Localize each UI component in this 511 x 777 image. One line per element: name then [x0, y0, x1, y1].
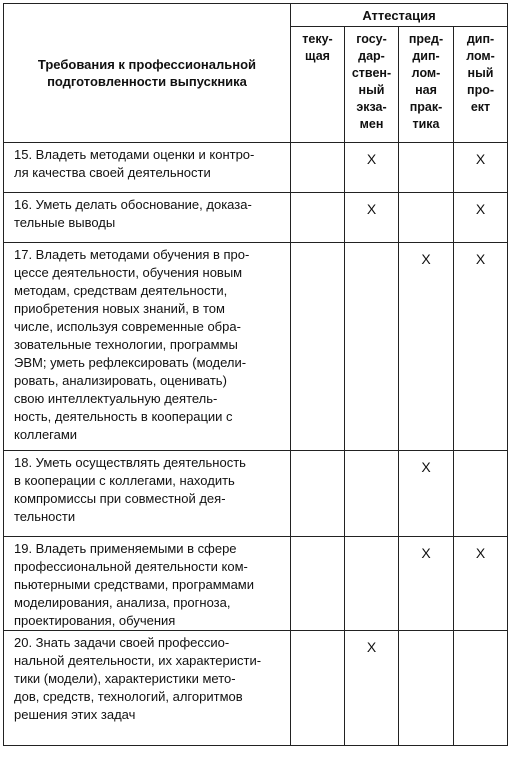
mark-cell [291, 631, 345, 746]
mark-cell: Х [345, 193, 399, 243]
requirement-text: 19. Владеть применяемыми в сфере профессиональной деятельности ком- пьютерными средствами, программами моделирования, анализа, прогноза, проектирования, обучения [4, 537, 291, 631]
attestation-header: Аттестация [291, 4, 508, 27]
column-header-diploma-project: дип- лом- ный про- ект [454, 27, 508, 143]
mark-cell [454, 631, 508, 746]
mark-cell: Х [454, 143, 508, 193]
requirement-text: 16. Уметь делать обоснование, доказа- тельные выводы [4, 193, 291, 243]
header-row-top [4, 4, 508, 27]
mark-cell [399, 193, 454, 243]
table-row [4, 631, 508, 746]
mark-cell: Х [399, 451, 454, 537]
mark-cell [291, 193, 345, 243]
mark-cell: Х [454, 243, 508, 451]
mark-cell: Х [454, 537, 508, 631]
requirements-table [3, 3, 508, 746]
mark-cell: Х [454, 193, 508, 243]
requirement-text: 18. Уметь осуществлять деятельность в кооперации с коллегами, находить компромиссы при совместной дея- тельности [4, 451, 291, 537]
table-row [4, 193, 508, 243]
mark-cell [399, 143, 454, 193]
requirements-header: Требования к профессиональной подготовленности выпускника [4, 4, 291, 143]
mark-cell: Х [345, 143, 399, 193]
requirement-text: 15. Владеть методами оценки и контро- ля качества своей деятельности [4, 143, 291, 193]
table-row [4, 537, 508, 631]
mark-cell: Х [399, 243, 454, 451]
requirement-text: 17. Владеть методами обучения в про- цессе деятельности, обучения новым методам, средствам деятельности, приобретения новых знаний, в том числе, используя современные обра- зовательные технологии, программы ЭВМ; уметь рефлексировать (модели- ровать, анализировать, оценивать) свою интеллектуальную деятель- ность, деятельность в кооперации с коллегами [4, 243, 291, 451]
mark-cell [291, 143, 345, 193]
mark-cell: Х [399, 537, 454, 631]
mark-cell [345, 451, 399, 537]
table-row [4, 243, 508, 451]
mark-cell [399, 631, 454, 746]
column-header-current: теку- щая [291, 27, 345, 143]
mark-cell [454, 451, 508, 537]
requirement-text: 20. Знать задачи своей профессио- нальной деятельности, их характеристи- тики (модели), характеристики мето- дов, средств, технологий, алгоритмов решения этих задач [4, 631, 291, 746]
column-header-pre-diploma-practice: пред- дип- лом- ная прак- тика [399, 27, 454, 143]
mark-cell [345, 537, 399, 631]
mark-cell [291, 537, 345, 631]
mark-cell [291, 451, 345, 537]
column-header-state-exam: госу- дар- ствен- ный экза- мен [345, 27, 399, 143]
table-row [4, 143, 508, 193]
mark-cell: Х [345, 631, 399, 746]
document-page [3, 3, 508, 746]
table-row [4, 451, 508, 537]
mark-cell [291, 243, 345, 451]
mark-cell [345, 243, 399, 451]
